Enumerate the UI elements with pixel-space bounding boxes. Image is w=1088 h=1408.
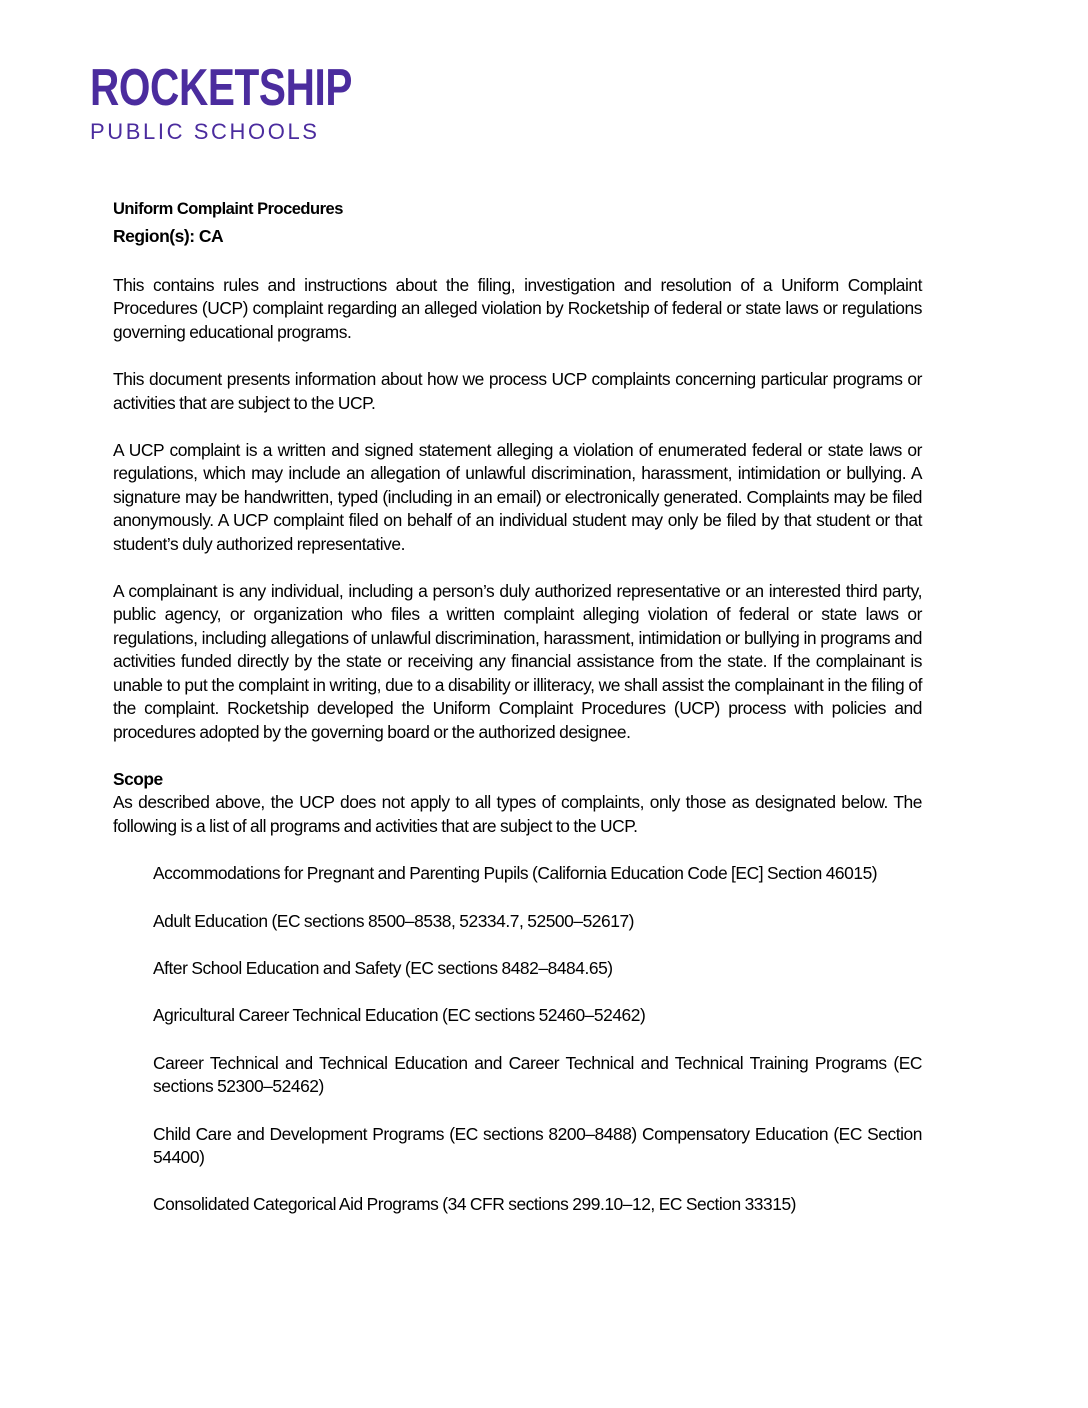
document-title: Uniform Complaint Procedures xyxy=(113,200,343,218)
logo-subtitle: PUBLIC SCHOOLS xyxy=(90,119,320,144)
logo-wordmark: ROCKETSHIP xyxy=(90,59,353,117)
list-item: Accommodations for Pregnant and Parenting Pupils (California Education Code [EC] Section 46015) xyxy=(153,863,878,884)
paragraph-complainant-definition: A complainant is any individual, including a person’s duly authorized representative or an interested third party, public agency, or organization who files a written complaint alleging violation of federal or state laws or regulations, including allegations of unlawful discrimination, harassment, intimidation or bullying in programs and activities funded directly by the state or receiving any financial assistance from the state. If the complainant is unable to put the complaint in writing, due to a disability or illiteracy, we shall assist the complainant in the filing of the complaint. Rocketship developed the Uniform Complaint Procedures (UCP) process with policies and procedures adopted by the governing board or the authorized designee. xyxy=(113,581,922,742)
paragraph-ucp-complaint-definition: A UCP complaint is a written and signed statement alleging a violation of enumerated federal or state laws or regulations, which may include an allegation of unlawful discrimination, harassment, intimidation or bullying. A signature may be handwritten, typed (including in an email) or electronically generated. Complaints may be filed anonymously. A UCP complaint filed on behalf of an individual student may only be filed by that student or that student’s duly authorized representative. xyxy=(113,440,922,554)
paragraph-purpose: This document presents information about how we process UCP complaints concerning particular programs or activities that are subject to the UCP. xyxy=(113,369,922,413)
paragraph-intro: This contains rules and instructions about the filing, investigation and resolution of a Uniform Complaint Procedures (UCP) complaint regarding an alleged violation by Rocketship of federal or state laws or regulations governing educational programs. xyxy=(113,275,922,342)
list-item: Agricultural Career Technical Education (EC sections 52460–52462) xyxy=(153,1005,646,1026)
list-item: Adult Education (EC sections 8500–8538, 52334.7, 52500–52617) xyxy=(153,910,635,931)
list-item: After School Education and Safety (EC sections 8482–8484.65) xyxy=(153,957,613,978)
list-item: Consolidated Categorical Aid Programs (34 CFR sections 299.10–12, EC Section 33315) xyxy=(153,1194,797,1215)
list-item: Career Technical and Technical Education and Career Technical and Technical Training Programs (EC sections 52300–52462) xyxy=(153,1052,922,1097)
rocketship-logo xyxy=(90,59,353,144)
scope-intro: As described above, the UCP does not apply to all types of complaints, only those as designated below. The following is a list of all programs and activities that are subject to the UCP. xyxy=(113,792,922,836)
scope-section xyxy=(113,768,922,1217)
document-region: Region(s): CA xyxy=(113,226,224,246)
list-item: Child Care and Development Programs (EC sections 8200–8488) Compensatory Education (EC Section 54400) xyxy=(153,1123,922,1167)
scope-heading: Scope xyxy=(113,768,163,789)
program-list xyxy=(113,862,922,1217)
document-body xyxy=(113,196,922,1241)
